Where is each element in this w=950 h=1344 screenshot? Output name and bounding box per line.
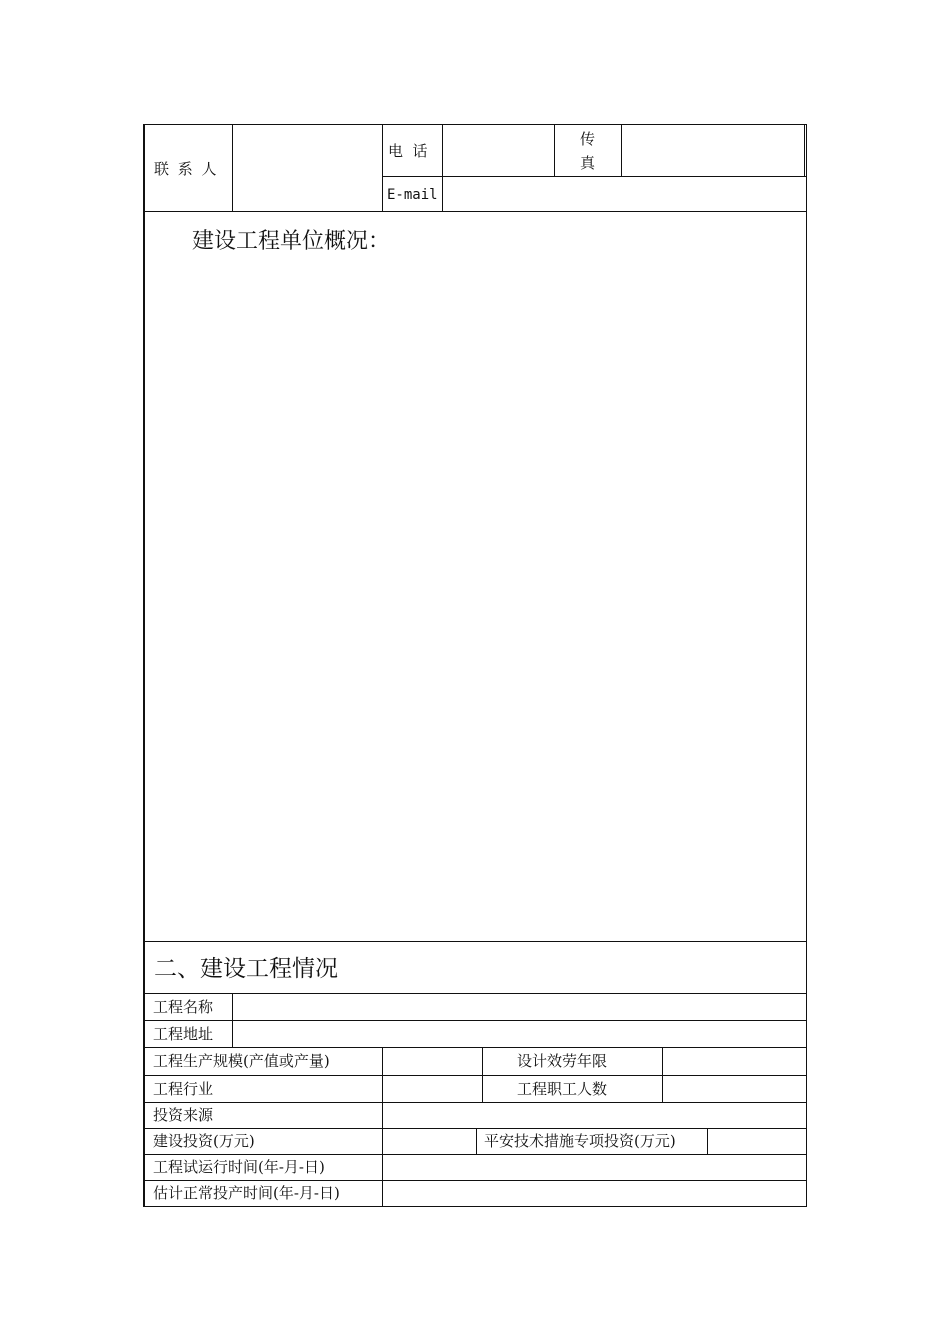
s2-divider-name [232, 993, 233, 1048]
contact-col-divider-1 [232, 124, 233, 212]
s2-row-line-2 [143, 1020, 807, 1021]
s2-divider-invest-mid [476, 1128, 477, 1155]
design-service-life-label: 设计效劳年限 [517, 1052, 608, 1070]
table-bottom-border [143, 1206, 807, 1207]
s2-divider-invest-right [707, 1128, 708, 1155]
production-scale-input[interactable] [384, 1049, 481, 1074]
table-right-border [806, 124, 807, 1207]
overview-bottom-border [143, 941, 807, 942]
s2-row-line-1 [143, 993, 807, 994]
contact-person-input[interactable] [234, 126, 381, 210]
design-service-life-input[interactable] [664, 1049, 805, 1074]
trial-run-time-input[interactable] [384, 1156, 805, 1179]
contact-bottom-border [143, 211, 807, 212]
fax-label-line1: 传 [580, 130, 596, 148]
s2-row-line-3 [143, 1047, 807, 1048]
industry-input[interactable] [384, 1077, 481, 1101]
production-time-input[interactable] [384, 1182, 805, 1205]
investment-source-label: 投资来源 [153, 1106, 214, 1124]
overview-textarea[interactable] [146, 262, 805, 940]
trial-run-time-label: 工程试运行时间(年-月-日) [153, 1158, 325, 1176]
project-name-input[interactable] [234, 995, 805, 1019]
contact-col-divider-3 [442, 124, 443, 212]
email-label: E-mail [387, 187, 438, 203]
contact-person-label: 联 系 人 [154, 160, 219, 178]
s2-row-line-8 [143, 1180, 807, 1181]
section2-title: 二、建设工程情况 [154, 956, 338, 982]
email-input[interactable] [444, 178, 805, 210]
contact-col-divider-2 [382, 124, 383, 212]
s2-divider-main [382, 1047, 383, 1207]
contact-col-divider-4 [554, 124, 555, 176]
fax-input[interactable] [623, 126, 803, 175]
phone-label: 电 话 [388, 142, 428, 160]
s2-row-line-5 [143, 1102, 807, 1103]
construction-investment-input[interactable] [384, 1130, 475, 1153]
investment-source-input[interactable] [384, 1104, 805, 1127]
phone-input[interactable] [444, 126, 553, 175]
table-top-border [143, 124, 807, 125]
contact-row-divider [382, 176, 807, 177]
project-name-label: 工程名称 [153, 998, 214, 1016]
overview-heading: 建设工程单位概况： [192, 229, 391, 254]
s2-divider-right [662, 1047, 663, 1103]
table-left-border [143, 124, 145, 1207]
employee-count-label: 工程职工人数 [517, 1080, 608, 1098]
fax-right-inner-border [804, 124, 805, 176]
production-time-label: 估计正常投产时间(年-月-日) [153, 1184, 340, 1202]
industry-label: 工程行业 [153, 1080, 214, 1098]
employee-count-input[interactable] [664, 1077, 805, 1101]
s2-divider-mid [482, 1047, 483, 1103]
fax-label-line2: 真 [580, 154, 596, 172]
production-scale-label: 工程生产规模(产值或产量) [153, 1052, 330, 1070]
project-address-label: 工程地址 [153, 1025, 214, 1043]
contact-col-divider-5 [621, 124, 622, 176]
safety-investment-input[interactable] [709, 1130, 805, 1153]
safety-investment-label: 平安技术措施专项投资(万元) [484, 1132, 676, 1150]
s2-row-line-4 [143, 1075, 807, 1076]
construction-investment-label: 建设投资(万元) [153, 1132, 255, 1150]
project-address-input[interactable] [234, 1022, 805, 1046]
